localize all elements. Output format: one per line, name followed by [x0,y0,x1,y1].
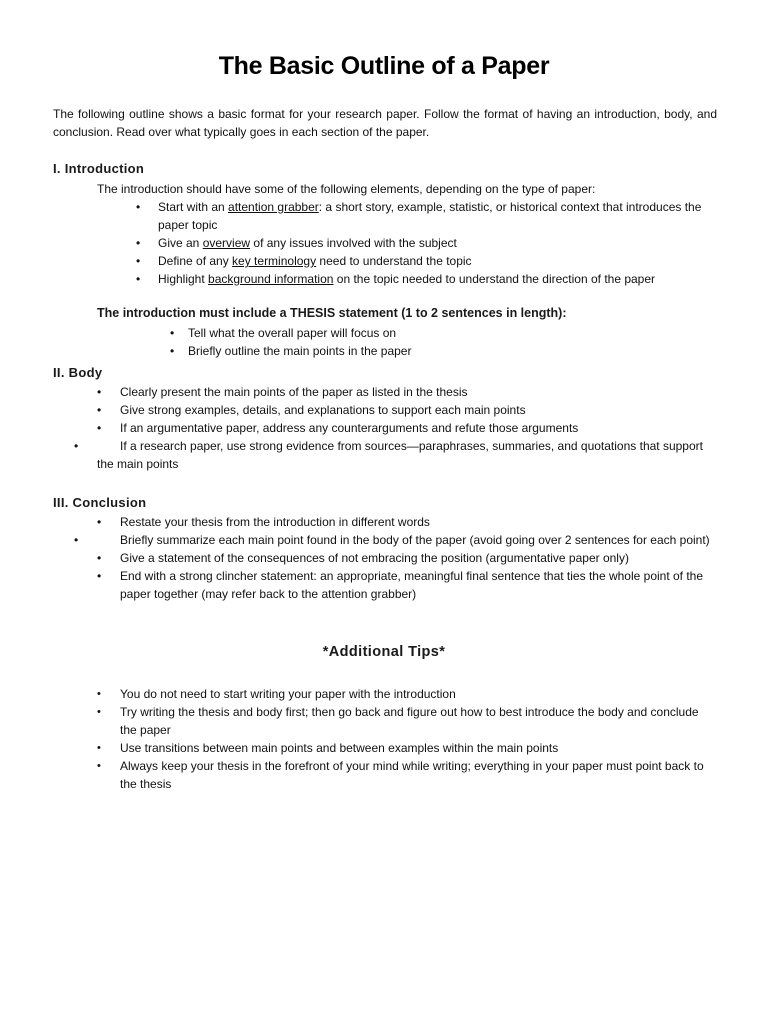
bullet-icon: • [97,569,102,583]
list-item [97,401,717,419]
section-heading-conclusion: III. Conclusion [53,495,147,510]
key-term: background information [208,272,334,286]
list-item [97,567,717,603]
list-item [74,531,717,549]
bullet-icon: • [97,421,102,435]
item-text-after: need to understand the topic [316,254,472,268]
item-text: If an argumentative paper, address any counterarguments and refute those arguments [120,421,579,435]
item-text-before: Start with an [158,200,229,214]
bullet-icon: • [136,236,141,250]
item-text-after: on the topic needed to understand the direction of the paper [333,272,656,286]
item-text: If a research paper, use strong evidence from sources—paraphrases, summaries, and quotations that support the main points [97,439,703,471]
introduction-list [136,198,716,288]
list-item [170,342,690,360]
page-title: The Basic Outline of a Paper [218,52,550,80]
tips-heading: *Additional Tips* [322,644,446,660]
item-text: End with a strong clincher statement: an appropriate, meaningful final sentence that ties the whole point of the paper together (may refer back to the attention grabber) [120,569,704,601]
list-item [97,513,717,531]
item-text-before: Highlight [158,272,209,286]
item-text: Clearly present the main points of the paper as listed in the thesis [120,385,468,399]
intro-paragraph: The following outline shows a basic format for your research paper. Follow the format of having an introduction, body, and conclusion. Read over what typically goes in each section of the paper. [53,107,717,139]
tips-list [97,685,717,793]
bullet-icon: • [97,515,102,529]
item-text-before: Define of any [158,254,233,268]
bullet-icon: • [97,706,101,718]
bullet-icon: • [136,272,141,286]
conclusion-list [74,513,717,603]
item-text: Restate your thesis from the introduction in different words [120,515,430,529]
bullet-icon: • [170,344,175,358]
item-text-before: Give an [158,236,203,250]
thesis-heading: The introduction must include a THESIS statement (1 to 2 sentences in length): [97,306,567,320]
item-text: Use transitions between main points and between examples within the main points [120,741,559,755]
bullet-icon: • [97,385,102,399]
list-item [97,703,717,739]
list-item [97,383,717,401]
thesis-list [170,324,690,360]
bullet-icon: • [97,403,102,417]
item-text: Briefly outline the main points in the paper [188,344,412,358]
list-item [136,234,716,252]
bullet-icon: • [136,254,141,268]
bullet-icon: • [136,200,141,214]
bullet-icon: • [97,688,101,700]
bullet-icon: • [170,326,175,340]
body-list [74,383,717,473]
list-item [170,324,690,342]
list-item [97,549,717,567]
bullet-icon: • [74,439,79,453]
item-text-after: of any issues involved with the subject [250,236,457,250]
item-text: Briefly summarize each main point found in the body of the paper (avoid going over 2 sentences for each point) [120,533,710,547]
list-item [136,252,716,270]
section-heading-introduction: I. Introduction [53,161,145,176]
list-item [136,198,716,234]
key-term: key terminology [232,254,317,268]
bullet-icon: • [97,742,101,754]
item-text: Give strong examples, details, and explanations to support each main points [120,403,526,417]
list-item [136,270,716,288]
list-item [74,437,717,473]
item-text: Tell what the overall paper will focus on [188,326,397,340]
key-term: overview [202,236,251,250]
item-text: Give a statement of the consequences of not embracing the position (argumentative paper only) [120,551,629,565]
list-item [97,739,717,757]
key-term: attention grabber [228,200,319,214]
list-item [97,419,717,437]
section-heading-body: II. Body [53,365,103,380]
item-text: You do not need to start writing your paper with the introduction [120,687,456,701]
bullet-icon: • [97,760,101,772]
list-item [97,757,717,793]
item-text: Always keep your thesis in the forefront of your mind while writing; everything in your paper must point back to the thesis [120,759,704,791]
introduction-lead: The introduction should have some of the following elements, depending on the type of paper: [97,182,596,196]
item-text: Try writing the thesis and body first; then go back and figure out how to best introduce the body and conclude the paper [120,705,699,737]
bullet-icon: • [74,533,79,547]
list-item [97,685,717,703]
item-text-after: : a short story, example, statistic, or historical context that introduces the paper topic [158,200,702,232]
bullet-icon: • [97,551,102,565]
